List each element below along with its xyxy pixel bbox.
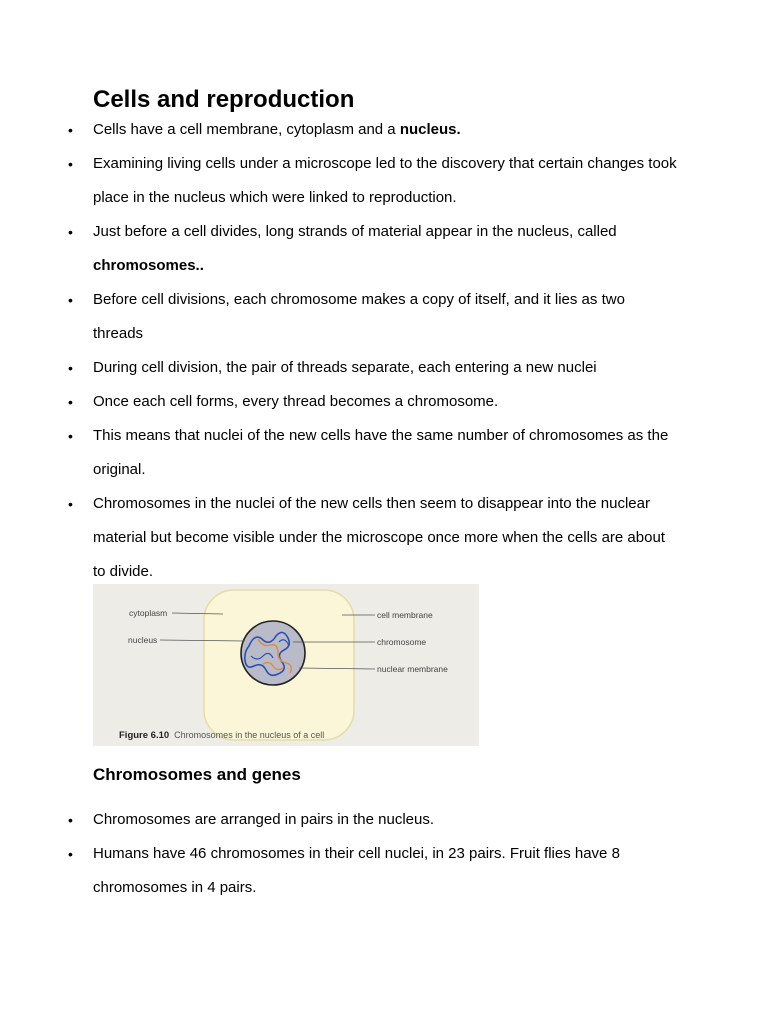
list-item (0, 215, 768, 283)
bullet-icon: • (68, 292, 73, 308)
list-item (0, 113, 768, 147)
list-item (0, 487, 768, 589)
list-item-text: Humans have 46 chromosomes in their cell nuclei, in 23 pairs. Fruit flies have 8 chromosomes in 4 pairs. (93, 845, 620, 896)
list-item (0, 419, 768, 487)
bullet-icon: • (68, 812, 73, 828)
bullet-icon: • (68, 428, 73, 444)
bullet-list-reproduction (0, 113, 768, 589)
list-item (0, 351, 768, 385)
list-item (0, 837, 768, 905)
list-item-bold: nucleus. (399, 121, 461, 138)
list-item (0, 147, 768, 215)
list-item (0, 283, 768, 351)
cell-diagram (93, 584, 479, 746)
list-item-text: Once each cell forms, every thread becomes a chromosome. (93, 393, 499, 410)
bullet-icon: • (68, 394, 73, 410)
list-item-text: Cells have a cell membrane, cytoplasm and a (93, 121, 400, 138)
list-item-text: Chromosomes in the nuclei of the new cells then seem to disappear into the nuclear material but become visible under the microscope once more when the cells are about to divide. (93, 495, 665, 580)
list-item-text: Examining living cells under a microscope led to the discovery that certain changes took place in the nucleus which were linked to reproduction. (93, 155, 677, 206)
section-heading: Chromosomes and genes (93, 765, 301, 784)
bullet-icon: • (68, 156, 73, 172)
list-item-text: This means that nuclei of the new cells have the same number of chromosomes as the original. (93, 427, 669, 478)
label-chromosome: chromosome (377, 637, 427, 647)
bullet-icon: • (68, 224, 73, 240)
label-cytoplasm: cytoplasm (129, 608, 168, 618)
bullet-icon: • (68, 360, 73, 376)
figure-caption (119, 730, 324, 741)
list-item-text: Just before a cell divides, long strands of material appear in the nucleus, called (93, 223, 617, 240)
bullet-icon: • (68, 846, 73, 862)
list-item (0, 385, 768, 419)
page-title: Cells and reproduction (93, 86, 355, 113)
bullet-icon: • (68, 122, 73, 138)
cell-diagram-figure (93, 584, 479, 746)
figure-caption-text: Chromosomes in the nucleus of a cell (174, 730, 325, 740)
figure-caption-number: Figure 6.10 (119, 730, 170, 741)
bullet-icon: • (68, 496, 73, 512)
list-item (0, 803, 768, 837)
label-nuclear-membrane: nuclear membrane (377, 664, 448, 674)
list-item-text: Before cell divisions, each chromosome makes a copy of itself, and it lies as two threads (93, 291, 625, 342)
label-cell-membrane: cell membrane (377, 610, 433, 620)
list-item-text: Chromosomes are arranged in pairs in the nucleus. (93, 811, 435, 828)
bullet-list-genes (0, 803, 768, 905)
list-item-text: During cell division, the pair of threads separate, each entering a new nuclei (93, 359, 597, 376)
label-nucleus: nucleus (128, 635, 158, 645)
list-item-bold: chromosomes.. (93, 257, 204, 274)
